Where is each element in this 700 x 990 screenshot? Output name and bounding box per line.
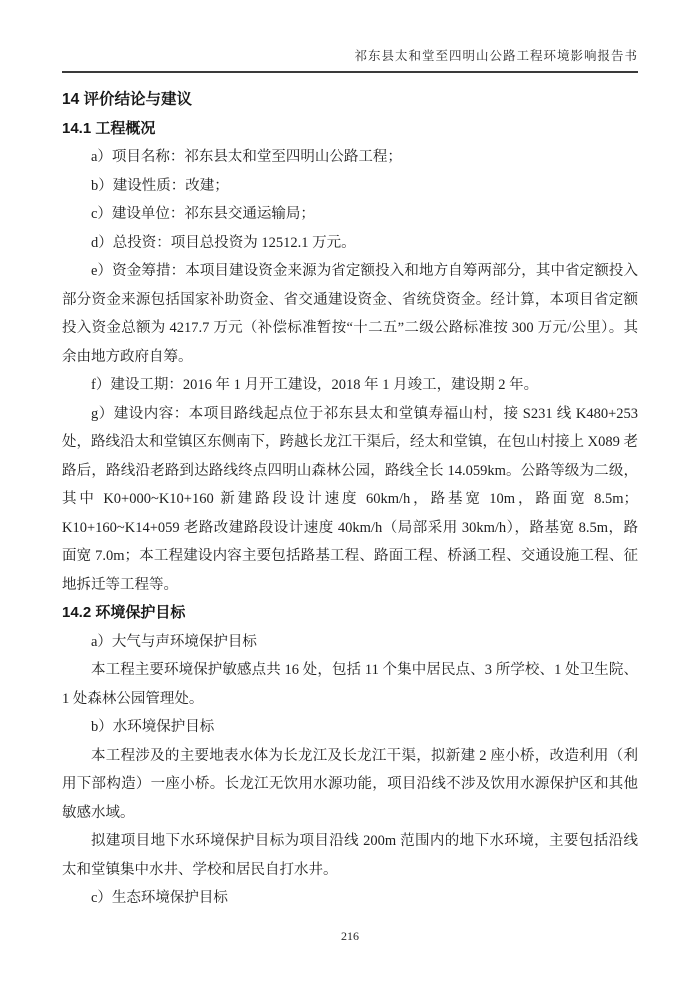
page-header bbox=[62, 0, 638, 73]
para-ecology-target-title: c）生态环境保护目标 bbox=[91, 890, 228, 906]
para-sensitive-points: 本工程主要环境保护敏感点共 16 处，包括 11 个集中居民点、3 所学校、1 处卫生院、1 处森林公园管理处。 bbox=[62, 662, 638, 707]
report-title: 祁东县太和堂至四明山公路工程环境影响报告书 bbox=[354, 49, 638, 63]
para-surface-water-target: 本工程涉及的主要地表水体为长龙江及长龙江干渠，拟新建 2 座小桥，改造利用（利用下部构造）一座小桥。长龙江无饮用水源功能，项目沿线不涉及饮用水源保护区和其他敏感水域。 bbox=[62, 747, 638, 821]
para-construction-unit: c）建设单位：祁东县交通运输局； bbox=[91, 206, 315, 222]
para-project-name: a）项目名称：祁东县太和堂至四明山公路工程； bbox=[91, 149, 402, 165]
page-footer bbox=[0, 929, 700, 944]
para-funding-arrangement: e）资金筹措：本项目建设资金来源为省定额投入和地方自筹两部分，其中省定额投入部分资金来源包括国家补助资金、省交通建设资金、省统贷资金。经计算，本项目省定额投入资金总额为 4217.7 万元（补偿标准暂按“十二五”二级公路标准按 300 万元/公里）。其余由地方政府自筹。 bbox=[62, 263, 638, 365]
para-construction-content: g）建设内容：本项目路线起点位于祁东县太和堂镇寿福山村，接 S231 线 K480+253 处，路线沿太和堂镇区东侧南下，跨越长龙江干渠后，经太和堂镇，在包山村接上 X089 老路后，路线沿老路到达路线终点四明山森林公园，路线全长 14.059km。公路等级为二级，其中 K0+000~K10+160 新建路段设计速度 60km/h，路基宽 10m，路面宽 8.5m；K10+160~K14+059 老路改建路段设计速度 40km/h（局部采用 30km/h），路基宽 8.5m，路面宽 7.0m；本工程建设内容主要包括路基工程、路面工程、桥涵工程、交通设施工程、征地拆迁等工程等。 bbox=[62, 405, 638, 593]
para-total-investment: d）总投资：项目总投资为 12512.1 万元。 bbox=[91, 234, 356, 251]
para-groundwater-target: 拟建项目地下水环境保护目标为项目沿线 200m 范围内的地下水环境，主要包括沿线太和堂镇集中水井、学校和居民自打水井。 bbox=[62, 833, 638, 878]
heading-evaluation-conclusion: 14 评价结论与建议 bbox=[62, 91, 193, 108]
page-number: 216 bbox=[341, 929, 359, 943]
para-construction-nature: b）建设性质：改建； bbox=[91, 177, 229, 194]
para-water-target-title: b）水环境保护目标 bbox=[91, 719, 215, 735]
document-body bbox=[62, 70, 638, 913]
heading-project-overview: 14.1 工程概况 bbox=[62, 119, 156, 137]
heading-environmental-protection-targets: 14.2 环境保护目标 bbox=[62, 604, 186, 621]
para-construction-period: f）建设工期：2016 年 1 月开工建设，2018 年 1 月竣工，建设期 2 年。 bbox=[91, 377, 539, 393]
para-air-noise-target-title: a）大气与声环境保护目标 bbox=[91, 633, 257, 650]
